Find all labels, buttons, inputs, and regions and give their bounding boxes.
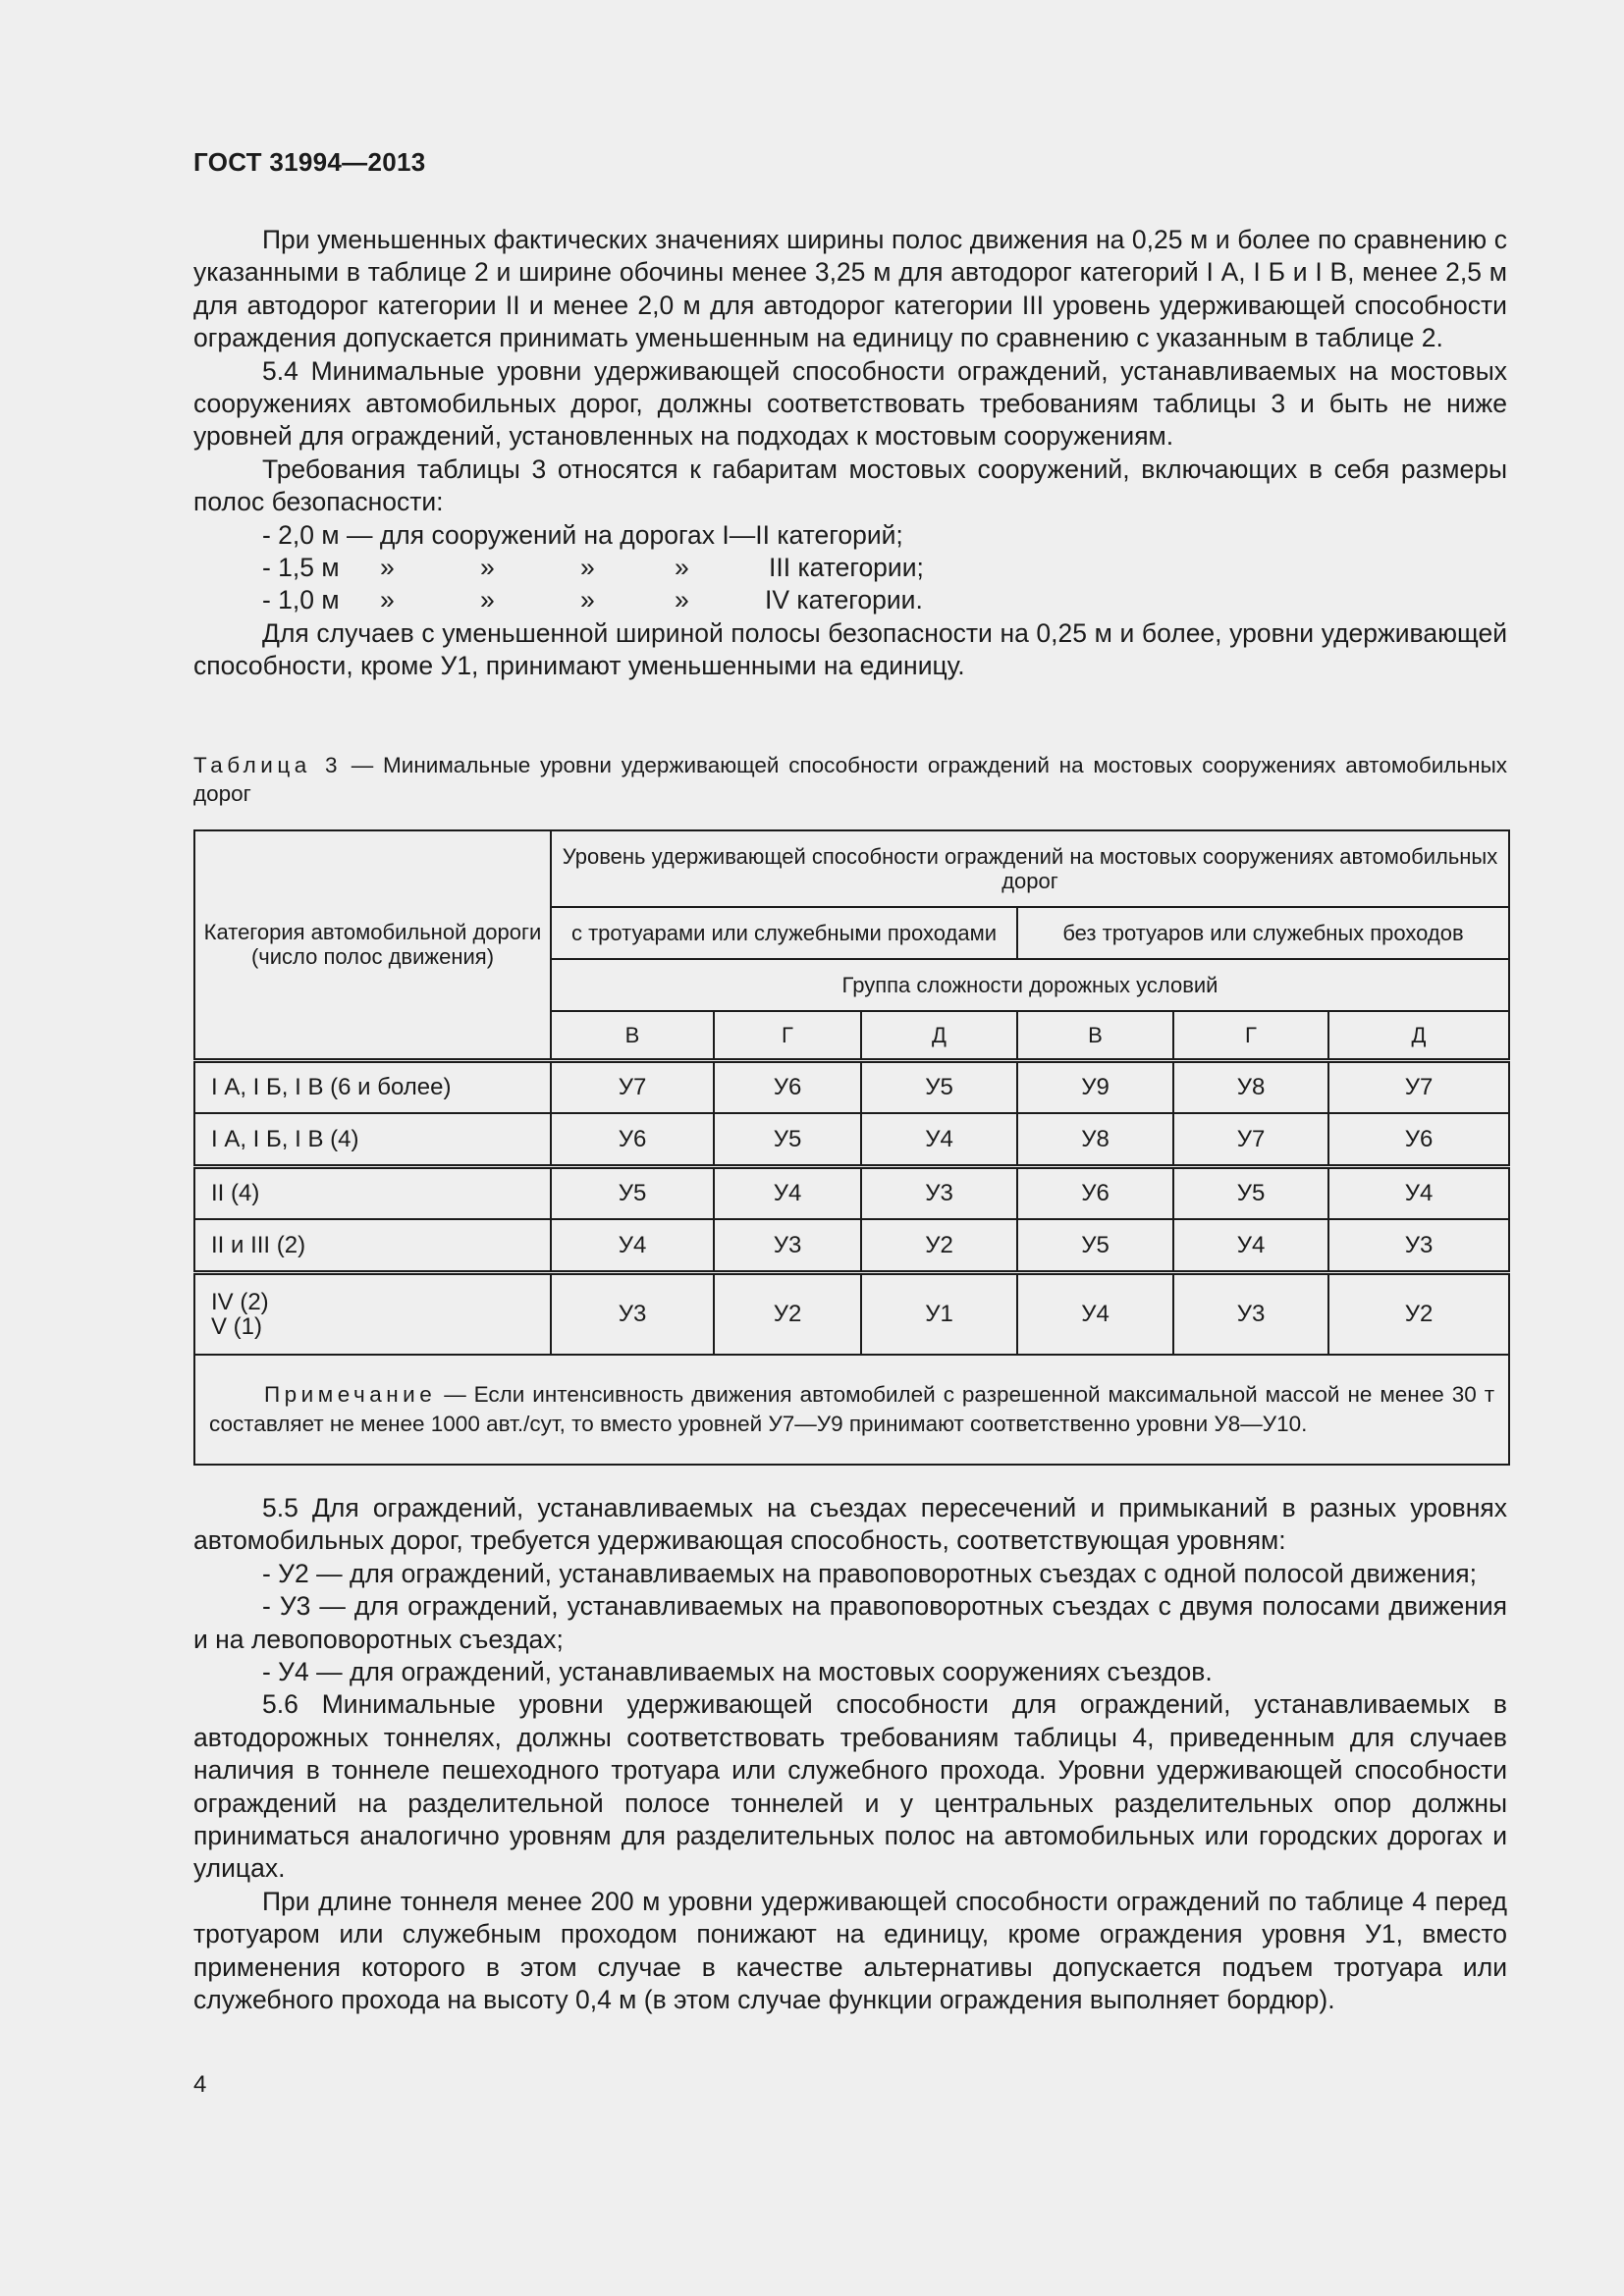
table-cell: У5 <box>1017 1219 1173 1272</box>
table-cell: У5 <box>861 1060 1017 1113</box>
table-cell: У1 <box>861 1272 1017 1355</box>
table-cell: У8 <box>1173 1060 1328 1113</box>
list-item: - У4 — для ограждений, устанавливаемых на мостовых сооружениях съездов. <box>262 1657 1213 1687</box>
paragraph: При длине тоннеля менее 200 м уровни удерживающей способности ограждений по таблице 4 перед тротуаром или служебным проходом понижают на единицу, кроме ограждения уровня У1, вместо применения которого в этом случае в качестве альтернативы допускается подъем тротуара или служебного прохода на высоту 0,4 м (в этом случае функции ограждения выполняет бордюр). <box>193 1886 1507 2015</box>
table-cell: У7 <box>1328 1060 1509 1113</box>
table-cell: У5 <box>551 1166 714 1219</box>
table-cell: У2 <box>1328 1272 1509 1355</box>
table-cell: У4 <box>1017 1272 1173 1355</box>
table-row <box>194 1219 1509 1272</box>
standard-code-header: ГОСТ 31994—2013 <box>193 147 426 177</box>
text-block-bottom <box>193 1492 1507 2017</box>
column-header-group: Группа сложности дорожных условий <box>551 959 1509 1011</box>
paragraph: Для случаев с уменьшенной шириной полосы безопасности на 0,25 м и более, уровни удерживающей способности, кроме У1, принимают уменьшенными на единицу. <box>193 617 1507 681</box>
table-cell: У8 <box>1017 1113 1173 1166</box>
table-cell: У7 <box>1173 1113 1328 1166</box>
table-cell: У6 <box>1328 1113 1509 1166</box>
table-cell: У2 <box>861 1219 1017 1272</box>
paragraph: При уменьшенных фактических значениях ширины полос движения на 0,25 м и более по сравнению с указанными в таблице 2 и ширине обочины менее 3,25 м для автодорог категорий I А, I Б и I В, менее 2,5 м для автодорог категории II и менее 2,0 м для автодорог категории III уровень удерживающей способности ограждения допускается принимать уменьшенным на единицу по сравнению с указанным в таблице 2. <box>193 225 1507 353</box>
table-caption <box>193 751 1507 808</box>
list-item: - 2,0 м — для сооружений на дорогах I—II категорий; <box>262 519 903 550</box>
table-caption-text: — Минимальные уровни удерживающей способности ограждений на мостовых сооружениях автомобильных дорог <box>193 753 1507 806</box>
table-cell: У7 <box>551 1060 714 1113</box>
table-cell: У4 <box>861 1113 1017 1166</box>
table-cell: У5 <box>1173 1166 1328 1219</box>
table-cell: У3 <box>1173 1272 1328 1355</box>
table-cell: У4 <box>714 1166 861 1219</box>
row-category: IV (2) V (1) <box>194 1272 551 1355</box>
paragraph-5-6: 5.6 Минимальные уровни удерживающей способности для ограждений, устанавливаемых в автодорожных тоннелях, должны соответствовать требованиям таблицы 4, приведенным для случаев наличия в тоннеле пешеходного тротуара или служебного прохода. Уровни удерживающей способности ограждений на разделительной полосе тоннелей и у центральных разделительных опор должны приниматься аналогично уровням для разделительных полос на автомобильных или городских дорогах и улицах. <box>193 1689 1507 1884</box>
column-header-level: Уровень удерживающей способности ограждений на мостовых сооружениях автомобильных дорог <box>551 830 1509 907</box>
column-header-with-sidewalk: с тротуарами или служебными проходами <box>551 907 1017 959</box>
row-category: II и III (2) <box>194 1219 551 1272</box>
text-block-top <box>193 224 1507 683</box>
table-cell: У5 <box>714 1113 861 1166</box>
paragraph-5-5: 5.5 Для ограждений, устанавливаемых на съездах пересечений и примыканий в разных уровнях автомобильных дорог, требуется удерживающая способность, соответствующая уровням: <box>193 1493 1507 1556</box>
group-header-cell: Д <box>861 1011 1017 1060</box>
row-category: I А, I Б, I В (4) <box>194 1113 551 1166</box>
group-header-cell: Г <box>714 1011 861 1060</box>
table-row <box>194 1166 1509 1219</box>
list-item: - 1,0 м » » » » IV категории. <box>262 585 923 615</box>
table-cell: У2 <box>714 1272 861 1355</box>
note-label: Примечание <box>264 1382 437 1407</box>
paragraph: Требования таблицы 3 относятся к габаритам мостовых сооружений, включающих в себя размеры полос безопасности: <box>193 454 1507 517</box>
list-item: - У2 — для ограждений, устанавливаемых на правоповоротных съездах с одной полосой движения; <box>262 1558 1477 1588</box>
table-cell: У3 <box>551 1272 714 1355</box>
group-header-cell: В <box>1017 1011 1173 1060</box>
column-header-without-sidewalk: без тротуаров или служебных проходов <box>1017 907 1509 959</box>
table-row <box>194 1060 1509 1113</box>
table-cell: У6 <box>714 1060 861 1113</box>
row-category: I А, I Б, I В (6 и более) <box>194 1060 551 1113</box>
group-header-cell: Г <box>1173 1011 1328 1060</box>
page-number: 4 <box>193 2071 207 2098</box>
column-header-category: Категория автомобильной дороги (число полос движения) <box>194 830 551 1060</box>
group-header-cell: В <box>551 1011 714 1060</box>
table-row <box>194 1272 1509 1355</box>
table-cell: У4 <box>1328 1166 1509 1219</box>
table-cell: У3 <box>714 1219 861 1272</box>
table-cell: У3 <box>861 1166 1017 1219</box>
table-cell: У6 <box>1017 1166 1173 1219</box>
table-3 <box>193 829 1510 1466</box>
list-item: - 1,5 м » » » » III категории; <box>262 553 924 583</box>
group-header-cell: Д <box>1328 1011 1509 1060</box>
table-cell: У4 <box>1173 1219 1328 1272</box>
table-caption-label: Таблица 3 <box>193 753 342 777</box>
table-cell: У4 <box>551 1219 714 1272</box>
table-cell: У6 <box>551 1113 714 1166</box>
row-category: II (4) <box>194 1166 551 1219</box>
table-note <box>194 1355 1509 1465</box>
table-cell: У3 <box>1328 1219 1509 1272</box>
table-row <box>194 1113 1509 1166</box>
table-cell: У9 <box>1017 1060 1173 1113</box>
list-item: - У3 — для ограждений, устанавливаемых на правоповоротных съездах с двумя полосами движения и на левоповоротных съездах; <box>193 1591 1507 1654</box>
note-text: — Если интенсивность движения автомобилей с разрешенной максимальной массой не менее 30 т составляет не менее 1000 авт./сут, то вместо уровней У7—У9 принимают соответственно уровни У8—У10. <box>209 1382 1495 1436</box>
paragraph-5-4: 5.4 Минимальные уровни удерживающей способности ограждений, устанавливаемых на мостовых сооружениях автомобильных дорог, должны соответствовать требованиям таблицы 3 и быть не ниже уровней для ограждений, установленных на подходах к мостовым сооружениям. <box>193 355 1507 452</box>
